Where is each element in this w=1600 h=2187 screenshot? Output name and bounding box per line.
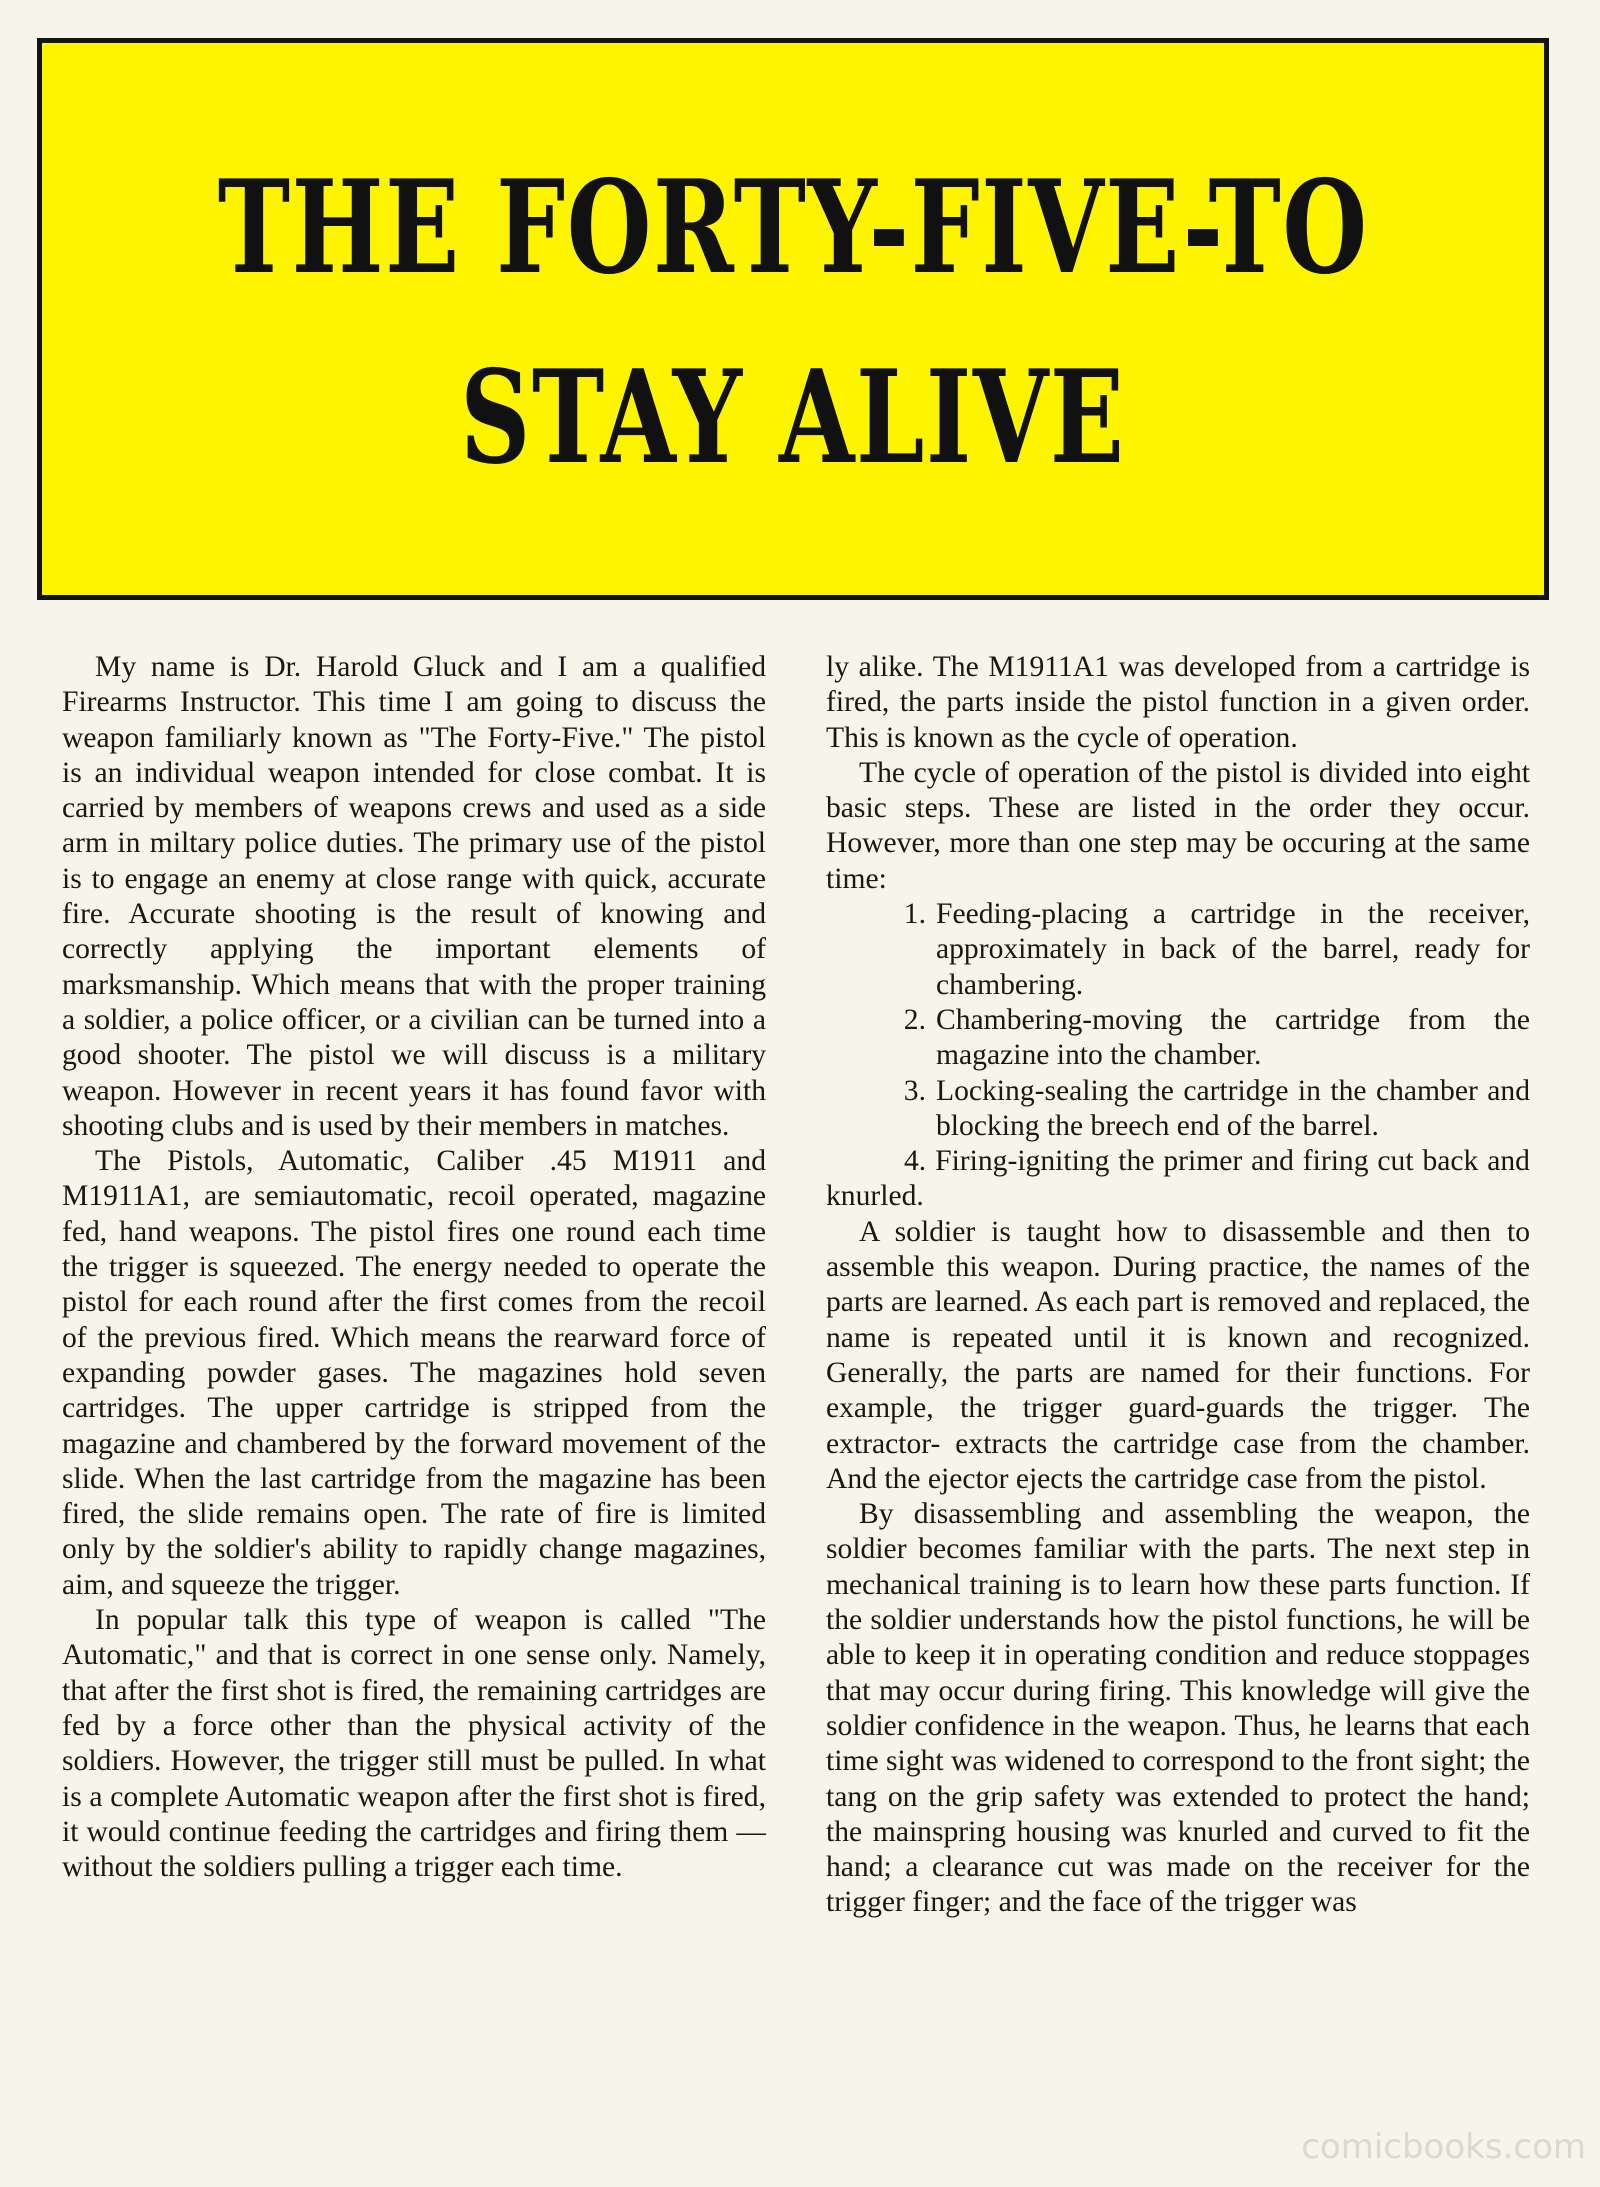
paragraph: ly alike. The M1911A1 was developed from a cartridge is fired, the parts inside the pistol function in a given order. This is known as the cycle of operation. (826, 651, 1530, 754)
title-banner (37, 38, 1549, 600)
paragraph: A soldier is taught how to disassemble and then to assemble this weapon. During practice, the names of the parts are learned. As each part is removed and replaced, the name is repeated until it is known and recognized. Generally, the parts are named for their functions. For example, the trigger guard-guards the trigger. The extractor- extracts the cartridge case from the chamber. And the ejector ejects the cartridge case from the pistol. (826, 1215, 1530, 1495)
step-text: Locking-sealing the cartridge in the chamber and blocking the breech end of the barrel. (936, 1074, 1530, 1142)
paragraph: My name is Dr. Harold Gluck and I am a qualified Firearms Instructor. This time I am going to discuss the weapon familiarly known as "The Forty-Five." The pistol is an individual weapon intended for close combat. It is carried by members of weapons crews and used as a side arm in miltary police duties. The primary use of the pistol is to engage an enemy at close range with quick, accurate fire. Accurate shooting is the result of knowing and correctly applying the important elements of marksmanship. Which means that with the proper training a soldier, a police officer, or a civilian can be turned into a good shooter. The pistol we will discuss is a military weapon. However in recent years it has found favor with shooting clubs and is used by their members in matches. (62, 651, 766, 1142)
list-item (826, 1074, 1530, 1145)
step-number: 4. (904, 1145, 927, 1178)
list-item (826, 897, 1530, 1003)
paragraph: By disassembling and assembling the weapon, the soldier becomes familiar with the parts. The next step in mechanical training is to learn how these parts function. If the soldier understands how the pistol functions, he will be able to keep it in operating condition and reduce stoppages that may occur during firing. This knowledge will give the soldier confidence in the weapon. Thus, he learns that each time sight was widened to correspond to the front sight; the tang on the grip safety was extended to protect the hand; the mainspring housing was knurled and curved to fit the hand; a clearance cut was made on the receiver for the trigger finger; and the face of the trigger was (826, 1498, 1530, 1919)
cycle-steps-list (826, 897, 1530, 1215)
list-item (826, 1144, 1530, 1215)
step-number: 2. (903, 1003, 926, 1036)
right-column (826, 650, 1530, 1921)
step-number: 1. (903, 898, 926, 931)
paragraph: The cycle of operation of the pistol is divided into eight basic steps. These are listed in the order they occur. However, more than one step may be occuring at the same time: (826, 756, 1530, 895)
watermark: comicbooks.com (1301, 2127, 1586, 2167)
list-item (826, 1003, 1530, 1074)
title-line-2: STAY ALIVE (460, 343, 1126, 493)
step-text: Feeding-placing a cartridge in the receiver, approximately in back of the barrel, ready for chambering. (936, 898, 1530, 1001)
step-number: 3. (903, 1074, 926, 1107)
step-text: Firing-igniting the primer and firing cut back and knurled. (826, 1145, 1530, 1213)
step-text: Chambering-moving the cartridge from the magazine into the chamber. (936, 1003, 1530, 1072)
left-column (62, 650, 766, 1885)
title-line-1: THE FORTY-FIVE-TO (217, 153, 1369, 303)
paragraph: The Pistols, Automatic, Caliber .45 M1911 and M1911A1, are semiautomatic, recoil operated, magazine fed, hand weapons. The pistol fires one round each time the trigger is squeezed. The energy needed to operate the pistol for each round after the first comes from the recoil of the previous fired. Which means the rearward force of expanding powder gases. The magazines hold seven cartridges. The upper cartridge is stripped from the magazine and chambered by the forward movement of the slide. When the last cartridge from the magazine has been fired, the slide remains open. The rate of fire is limited only by the soldier's ability to rapidly change magazines, aim, and squeeze the trigger. (62, 1145, 766, 1601)
paragraph: In popular talk this type of weapon is called "The Automatic," and that is correct in one sense only. Namely, that after the first shot is fired, the remaining cartridges are fed by a force other than the physical activity of the soldiers. However, the trigger still must be pulled. In what is a complete Automatic weapon after the first shot is fired, it would continue feeding the cartridges and firing them — without the soldiers pulling a trigger each time. (62, 1604, 766, 1884)
